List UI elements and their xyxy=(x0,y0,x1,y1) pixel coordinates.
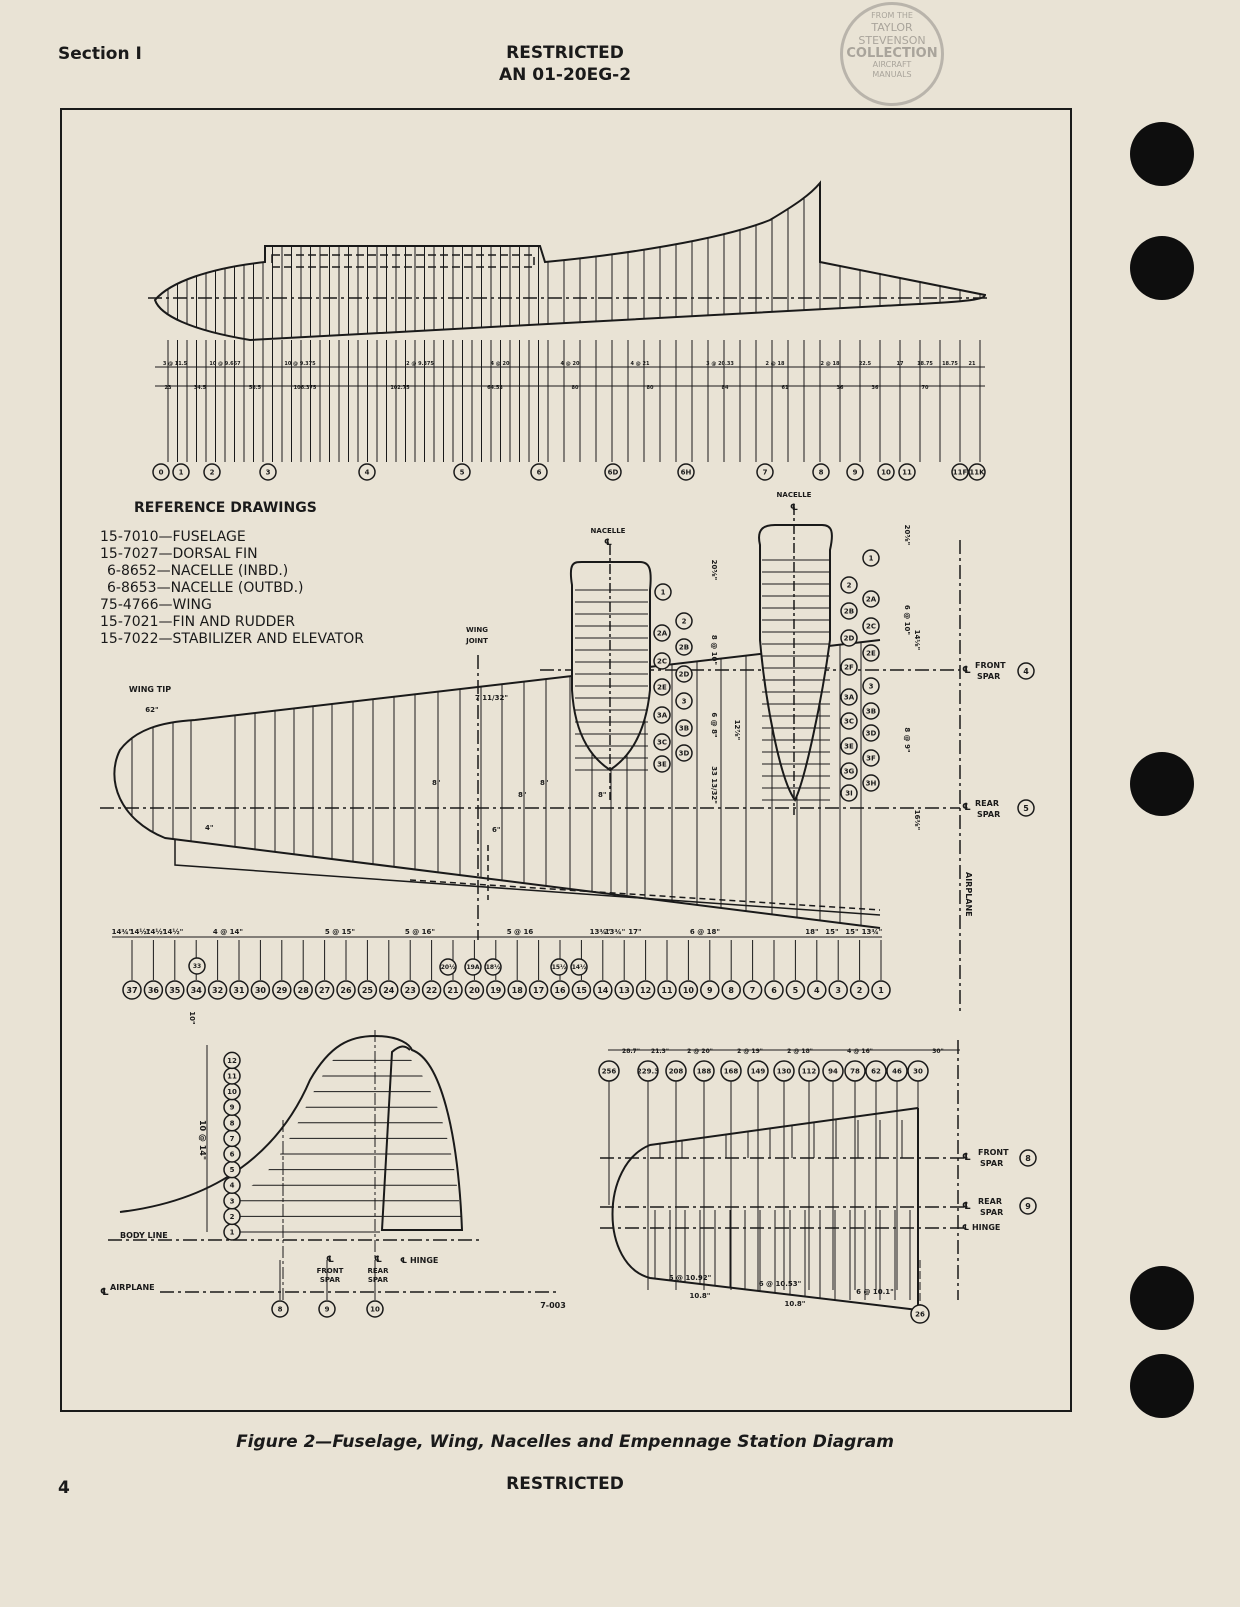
centerline-symbol: ℄ xyxy=(325,1255,335,1265)
stamp-line: FROM THE xyxy=(871,11,913,20)
wing-dimension: 14½" xyxy=(162,928,184,936)
station-label: 3 xyxy=(868,682,874,691)
centerline-symbol: ℄ xyxy=(100,1287,109,1298)
station-label: 5 xyxy=(229,1166,235,1175)
station-label: 3A xyxy=(656,711,668,720)
nacelle-dimension: 16⅜" xyxy=(913,809,921,831)
station-label: 11K xyxy=(969,468,985,477)
nacelle-label: NACELLE xyxy=(776,491,812,499)
station-label: 3 xyxy=(265,468,271,477)
body-line-label: BODY LINE xyxy=(120,1231,168,1240)
station-label: 8 xyxy=(1025,1153,1031,1163)
wing-dimension: 6" xyxy=(492,826,501,834)
station-label: 8 xyxy=(277,1305,283,1314)
station-label: 9 xyxy=(229,1103,235,1112)
hinge-label: ℄ HINGE xyxy=(400,1256,439,1265)
station-label: 11 xyxy=(902,468,912,477)
station-label: 5 xyxy=(459,468,465,477)
nacelle-label: NACELLE xyxy=(590,527,626,535)
station-label: 0 xyxy=(158,468,164,477)
station-label: 12 xyxy=(227,1056,237,1065)
wing-dimension: 5 @ 16" xyxy=(404,928,436,936)
fuselage-dimension: 17 xyxy=(896,361,904,367)
station-label: 11 xyxy=(661,985,673,995)
classification-bottom: RESTRICTED xyxy=(506,1474,624,1494)
station-label: 5 xyxy=(1023,803,1029,813)
station-label: 11F xyxy=(952,468,968,477)
station-label: 6 xyxy=(229,1150,235,1159)
station-label: 46 xyxy=(892,1067,902,1076)
fuselage-dimension: 36 xyxy=(871,385,879,391)
fuselage-dimension: 21 xyxy=(968,361,976,367)
fuselage-dimension: 4 @ 20 xyxy=(560,361,580,367)
station-label: 16 xyxy=(554,985,566,995)
wing-dimension: 15" xyxy=(825,928,839,936)
station-label: 28 xyxy=(297,985,309,995)
stab-dimension: 6 @ 10.53" xyxy=(758,1280,802,1288)
fuselage-dimension: 34.5 xyxy=(193,385,207,391)
stab-dimension: 2 @ 18" xyxy=(787,1048,813,1055)
station-label: 3 xyxy=(681,697,687,706)
station-label: 37 xyxy=(126,985,138,995)
stab-dimension: 30" xyxy=(932,1048,944,1055)
station-label: 1 xyxy=(660,588,666,597)
station-label: 19A xyxy=(466,964,480,972)
fuselage-dimension: 70 xyxy=(921,385,929,391)
station-label: 20 xyxy=(468,985,480,995)
station-label: 188 xyxy=(696,1067,712,1076)
station-label: 5 xyxy=(792,985,799,995)
fuselage-dimension: 10 @ 9.667 xyxy=(209,361,241,367)
front-spar-label: SPAR xyxy=(980,1159,1004,1168)
fuselage-dimension: 2 @ 18 xyxy=(765,361,785,367)
wing-dimension: 18" xyxy=(805,928,819,936)
station-label: 7 xyxy=(762,468,768,477)
centerline-symbol: ℄ xyxy=(789,503,799,513)
station-label: 25 xyxy=(361,985,373,995)
stab-dimension: 6 @ 10.1" xyxy=(856,1288,894,1296)
station-label: 229.3 xyxy=(636,1067,660,1076)
station-label: 2D xyxy=(843,634,855,643)
station-label: 2E xyxy=(866,649,876,658)
nacelle-dimension: 14⅛" xyxy=(913,629,921,651)
station-label: 2A xyxy=(865,595,877,604)
page-number: 4 xyxy=(58,1478,70,1498)
wing-view xyxy=(100,505,960,1015)
reference-drawing-item: 15-7022—STABILIZER AND ELEVATOR xyxy=(100,631,364,647)
station-label: 10 xyxy=(881,468,891,477)
station-label: 13 xyxy=(618,985,630,995)
station-label: 3G xyxy=(843,767,855,776)
canopy-outline xyxy=(272,255,534,267)
reference-drawing-item: 75-4766—WING xyxy=(100,597,212,613)
station-label: 2F xyxy=(844,663,854,672)
station-label: 21 xyxy=(447,985,459,995)
station-label: 3B xyxy=(865,707,877,716)
station-label: 3H xyxy=(865,779,877,788)
station-label: 3F xyxy=(866,754,876,763)
station-label: 11 xyxy=(227,1072,237,1081)
nacelle-dimension: 8 @ 10" xyxy=(710,634,718,666)
centerline-symbol: ℄ xyxy=(962,1201,971,1212)
nacelle-outboard xyxy=(759,505,832,815)
section-label: Section I xyxy=(58,44,142,64)
stab-dimension: 2 @ 19" xyxy=(737,1048,763,1055)
fin-dimension: 10 @ 14" xyxy=(198,1119,207,1161)
nacelle-dimension: 20⅝" xyxy=(903,524,911,546)
wing-dimension: 15" xyxy=(845,928,859,936)
wing-dimension: 8" xyxy=(598,791,607,799)
fin-view xyxy=(108,1036,560,1292)
wing-dimension: 7 11/32" xyxy=(475,694,508,702)
wing-dimension: 5 @ 15" xyxy=(324,928,356,936)
station-label: 9 xyxy=(852,468,858,477)
station-label: 30 xyxy=(913,1067,923,1076)
fuselage-dimension: 36 xyxy=(836,385,844,391)
wing-dimension: 14¾" xyxy=(111,928,133,936)
centerline-symbol: ℄ xyxy=(962,665,971,676)
station-label: 31 xyxy=(233,985,245,995)
station-label: 112 xyxy=(801,1067,817,1076)
station-label: 15 xyxy=(575,985,587,995)
station-label: 2C xyxy=(656,657,668,666)
fuselage-dimension: 18.75 xyxy=(942,361,958,367)
airplane-label: AIRPLANE xyxy=(110,1283,155,1292)
fuselage-dimension: 18.75 xyxy=(917,361,933,367)
station-label: 256 xyxy=(601,1067,617,1076)
station-label: 23 xyxy=(404,985,416,995)
station-label: 4 xyxy=(364,468,370,477)
station-label: 2 xyxy=(681,617,687,626)
station-label: 6 xyxy=(536,468,542,477)
station-label: 8 xyxy=(728,985,734,995)
fuselage-dimension: 106.375 xyxy=(293,385,317,391)
wing-joint-label: JOINT xyxy=(466,637,488,645)
wing-tip-dimension: 62" xyxy=(145,706,159,714)
station-label: 2B xyxy=(678,643,690,652)
station-label: 34 xyxy=(190,985,202,995)
wing-dimension: 4" xyxy=(205,824,214,832)
station-label: 18½ xyxy=(485,964,501,972)
station-label: 7 xyxy=(229,1134,235,1143)
station-label: 62 xyxy=(871,1067,881,1076)
stamp-line: AIRCRAFT xyxy=(872,60,912,69)
station-label: 4 xyxy=(814,985,820,995)
station-label: 2 xyxy=(846,581,852,590)
centerline-symbol: ℄ xyxy=(962,1152,971,1163)
station-label: 8 xyxy=(229,1119,235,1128)
front-spar-label: FRONT xyxy=(316,1267,344,1275)
station-label: 19 xyxy=(490,985,502,995)
front-spar-label: FRONT xyxy=(975,661,1006,670)
station-label: 3A xyxy=(843,693,855,702)
station-label: 35 xyxy=(169,985,181,995)
fuselage-dimension: 3 @ 11.5 xyxy=(162,361,188,367)
station-label: 17 xyxy=(533,985,545,995)
reference-drawing-item: 15-7010—FUSELAGE xyxy=(100,529,246,545)
rear-spar-label: REAR xyxy=(975,799,999,808)
wing-dimension: 4 @ 14" xyxy=(212,928,244,936)
station-label: 2C xyxy=(865,622,877,631)
nacelle-dimension: 6 @ 8" xyxy=(710,712,718,738)
reference-drawing-item: 15-7027—DORSAL FIN xyxy=(100,546,258,562)
stamp-line: STEVENSON xyxy=(858,34,926,47)
station-label: 1 xyxy=(878,985,884,995)
stamp-line: MANUALS xyxy=(872,70,912,79)
wing-dimension: 8" xyxy=(432,779,441,787)
station-label: 3B xyxy=(678,724,690,733)
station-label: 6D xyxy=(607,468,619,477)
fuselage-dimension: 2 @ 18 xyxy=(820,361,840,367)
stamp-line: COLLECTION xyxy=(846,46,938,61)
rear-spar-label: SPAR xyxy=(980,1208,1004,1217)
station-label: 9 xyxy=(1025,1201,1031,1211)
station-label: 14½ xyxy=(571,964,587,972)
station-label: 22 xyxy=(426,985,438,995)
wing-dimension: 5 @ 16 xyxy=(506,928,534,936)
fuselage-dimension: 58.5 xyxy=(248,385,262,391)
stab-dimension: 4 @ 16" xyxy=(847,1048,873,1055)
stab-dimension: 10.8" xyxy=(784,1300,806,1308)
station-label: 1 xyxy=(868,554,874,563)
fuselage-dimension: 4 @ 21 xyxy=(630,361,650,367)
station-label: 2 xyxy=(229,1212,235,1221)
stab-dimension: 21.3" xyxy=(651,1048,669,1055)
station-label: 10 xyxy=(227,1088,237,1097)
station-label: 2 xyxy=(856,985,863,995)
front-spar-label: FRONT xyxy=(978,1148,1009,1157)
fuselage-dimension: 2 @ 9.375 xyxy=(406,361,434,367)
station-label: 94 xyxy=(828,1067,838,1076)
station-label: 3C xyxy=(843,717,855,726)
station-label: 2D xyxy=(678,670,690,679)
station-label: 26 xyxy=(340,985,352,995)
rear-spar-label: SPAR xyxy=(367,1276,389,1284)
fuselage-dimension: 80 xyxy=(646,385,654,391)
station-label: 1 xyxy=(229,1228,235,1237)
wing-dimension: 6 @ 18" xyxy=(689,928,721,936)
station-label: 2B xyxy=(843,607,855,616)
nacelle-dimension: 6 @ 10" xyxy=(903,604,911,636)
reference-drawings-title: REFERENCE DRAWINGS xyxy=(134,500,317,516)
reference-drawing-item: 6-8652—NACELLE (INBD.) xyxy=(107,563,289,579)
fuselage-dimension: 4 @ 20 xyxy=(490,361,510,367)
hinge-label: ℄ HINGE xyxy=(962,1223,1001,1232)
wing-dimension: 17" xyxy=(628,928,642,936)
stamp-line: TAYLOR xyxy=(871,21,913,34)
centerline-symbol: ℄ xyxy=(603,538,613,548)
reference-drawing-item: 15-7021—FIN AND RUDDER xyxy=(100,614,295,630)
centerline-symbol: ℄ xyxy=(962,802,971,813)
station-label: 6H xyxy=(680,468,692,477)
nacelle-dimension: 8 @ 9" xyxy=(903,727,911,753)
fuselage-outline xyxy=(155,183,985,340)
front-spar-label: SPAR xyxy=(319,1276,341,1284)
station-label: 33 xyxy=(192,963,202,971)
centerline-symbol: ℄ xyxy=(373,1255,383,1265)
station-label: 36 xyxy=(147,985,159,995)
station-label: 2A xyxy=(656,629,668,638)
station-label: 12 xyxy=(640,985,652,995)
rear-spar-label: REAR xyxy=(367,1267,389,1275)
station-label: 1 xyxy=(178,468,184,477)
fuselage-dimension: 10 @ 9.375 xyxy=(284,361,316,367)
station-label: 4 xyxy=(1023,666,1029,676)
station-label: 3C xyxy=(656,738,668,747)
station-label: 78 xyxy=(850,1067,860,1076)
station-label: 2E xyxy=(657,683,667,692)
station-label: 208 xyxy=(668,1067,684,1076)
wing-dimension: 8" xyxy=(518,791,527,799)
front-spar-label: SPAR xyxy=(977,672,1001,681)
wing-dimension: 13¾" xyxy=(861,928,883,936)
station-label: 149 xyxy=(750,1067,766,1076)
station-label: 15½ xyxy=(551,964,567,972)
wing-dimension: 13¾" xyxy=(604,928,626,936)
station-label: 9 xyxy=(324,1305,330,1314)
nacelle-dimension: 20⅝" xyxy=(710,559,718,581)
rear-spar-label: REAR xyxy=(978,1197,1002,1206)
rear-spar-label: SPAR xyxy=(977,810,1001,819)
station-label: 3 xyxy=(229,1197,235,1206)
stab-dimension: 10.8" xyxy=(689,1292,711,1300)
wing-joint-label: WING xyxy=(466,626,488,634)
nacelle-dimension: 12⅞" xyxy=(733,719,741,741)
station-label: 130 xyxy=(776,1067,792,1076)
nacelle-inboard xyxy=(571,545,651,800)
station-label: 30 xyxy=(254,985,266,995)
station-label: 8 xyxy=(818,468,824,477)
station-label: 20½ xyxy=(440,964,456,972)
fuselage-dimension: 61 xyxy=(781,385,789,391)
fuselage-dimension: 22.5 xyxy=(858,361,872,367)
stab-dimension: 2 @ 20" xyxy=(687,1048,713,1055)
station-label: 10 xyxy=(370,1305,380,1314)
fuselage-dimension: 102.75 xyxy=(390,385,410,391)
station-label: 14 xyxy=(597,985,609,995)
station-label: 9 xyxy=(707,985,713,995)
station-label: 168 xyxy=(723,1067,739,1076)
figure-caption: Figure 2—Fuselage, Wing, Nacelles and Empennage Station Diagram xyxy=(236,1432,894,1452)
station-label: 4 xyxy=(229,1181,235,1190)
fuselage-dimension: 64.53 xyxy=(487,385,503,391)
stab-dimension: 28.7" xyxy=(622,1048,640,1055)
fuselage-view xyxy=(148,180,990,462)
station-label: 3E xyxy=(844,742,854,751)
wing-dimension: 13¾" xyxy=(589,928,611,936)
station-label: 3D xyxy=(865,729,877,738)
station-label: 26 xyxy=(915,1310,925,1319)
nacelle-dimension: 33 13/32" xyxy=(710,766,718,804)
fuselage-dimension: 3 @ 20.33 xyxy=(706,361,734,367)
wing-dimension: 14½" xyxy=(129,928,151,936)
station-label: 2 xyxy=(209,468,215,477)
reference-drawing-item: 6-8653—NACELLE (OUTBD.) xyxy=(107,580,304,596)
station-label: 18 xyxy=(511,985,523,995)
fin-dimension: 10" xyxy=(188,1011,196,1025)
stab-dimension: 5 @ 10.92" xyxy=(668,1274,712,1282)
wing-dimension: 8" xyxy=(540,779,549,787)
drawing-code: 7-003 xyxy=(540,1301,566,1310)
station-label: 29 xyxy=(276,985,288,995)
station-label: 3D xyxy=(678,749,690,758)
station-label: 3I xyxy=(845,789,853,798)
station-label: 32 xyxy=(212,985,224,995)
station-label: 3E xyxy=(657,760,667,769)
document-number: AN 01-20EG-2 xyxy=(498,65,632,85)
station-label: 27 xyxy=(319,985,331,995)
station-label: 7 xyxy=(749,985,756,995)
classification-top: RESTRICTED xyxy=(506,43,624,63)
fuselage-dimension: 23 xyxy=(164,385,172,391)
fuselage-dimension: 80 xyxy=(571,385,579,391)
airplane-label: AIRPLANE xyxy=(964,872,973,917)
fuselage-dimension: 84 xyxy=(721,385,729,391)
station-label: 10 xyxy=(682,985,694,995)
wing-dimension: 14½" xyxy=(145,928,167,936)
wing-tip-label: WING TIP xyxy=(128,685,172,694)
station-label: 24 xyxy=(383,985,395,995)
station-label: 6 xyxy=(771,985,777,995)
station-label: 3 xyxy=(835,985,841,995)
